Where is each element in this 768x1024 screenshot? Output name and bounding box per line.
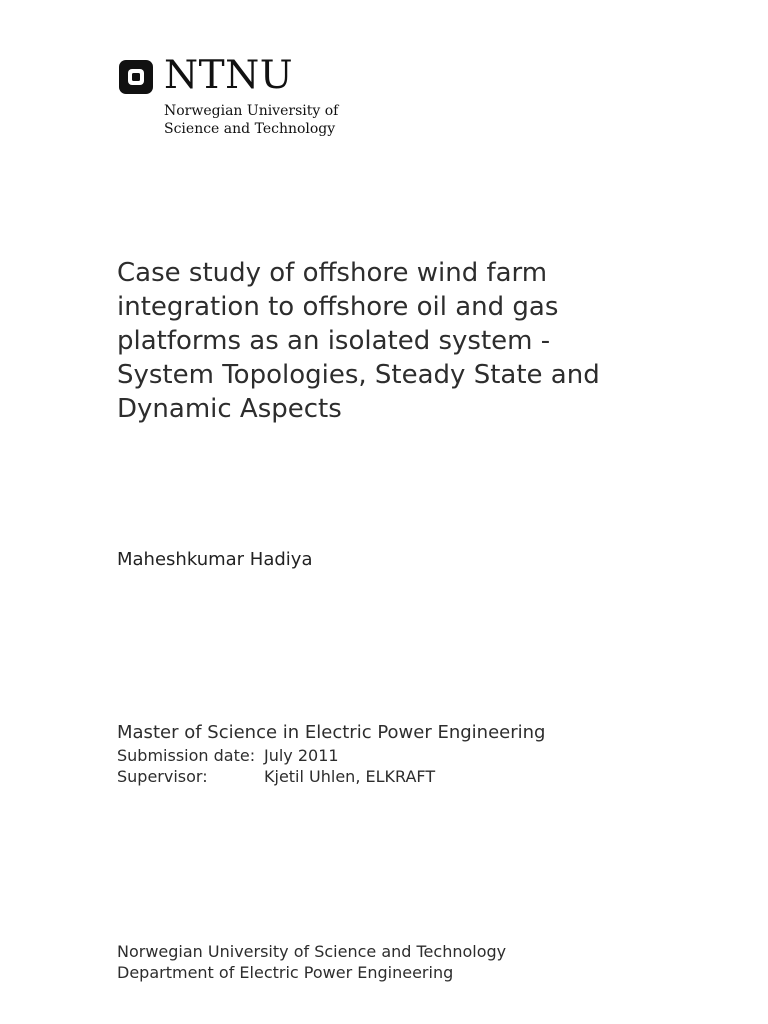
logo-subline-1: Norwegian University of [164, 103, 339, 119]
submission-date-row [117, 746, 339, 766]
supervisor-row [117, 767, 435, 787]
degree-program: Master of Science in Electric Power Engineering [117, 722, 546, 743]
logo-wordmark: NTNU [164, 53, 294, 98]
title-line: integration to offshore oil and gas [117, 292, 559, 322]
footer-institution: Norwegian University of Science and Technology [117, 942, 507, 961]
logo-subline-2: Science and Technology [164, 121, 336, 137]
ntnu-logo-mark-icon [119, 60, 153, 94]
title-line: Case study of offshore wind farm [117, 258, 548, 288]
thesis-title [117, 256, 677, 426]
footer-department: Department of Electric Power Engineering [117, 963, 454, 982]
supervisor-label: Supervisor: [117, 767, 208, 786]
title-line: platforms as an isolated system - [117, 326, 551, 356]
title-line: System Topologies, Steady State and [117, 360, 600, 390]
supervisor-value: Kjetil Uhlen, ELKRAFT [264, 767, 436, 786]
author-name: Maheshkumar Hadiya [117, 549, 313, 570]
submission-date-label: Submission date: [117, 746, 256, 765]
submission-date-value: July 2011 [264, 746, 339, 765]
title-line: Dynamic Aspects [117, 394, 342, 424]
